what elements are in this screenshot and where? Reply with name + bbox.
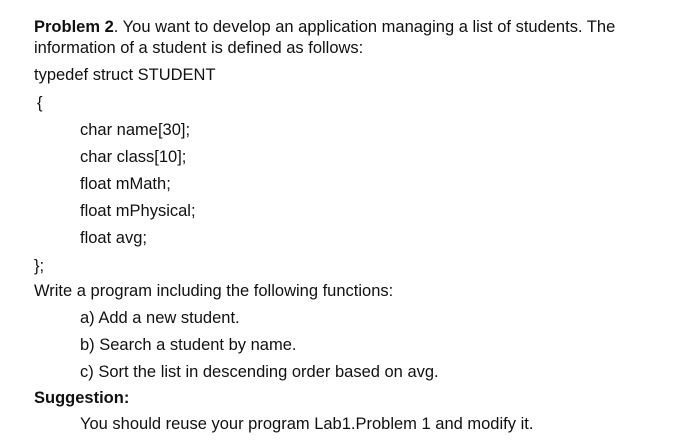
problem-heading-line1 [34,17,615,37]
instruction-item: a) Add a new student. [80,309,240,327]
instructions-intro: Write a program including the following functions: [34,282,394,300]
suggestion-text: You should reuse your program Lab1.Problem 1 and modify it. [80,415,534,433]
instruction-item: c) Sort the list in descending order based on avg. [80,363,439,381]
problem-description-part1: . You want to develop an application managing a list of students. The [113,18,616,36]
struct-open-brace: { [37,94,43,112]
struct-field: float mPhysical; [80,202,196,220]
suggestion-label: Suggestion: [34,389,130,407]
struct-close-brace: }; [34,257,45,275]
typedef-line: typedef struct STUDENT [34,66,216,84]
instruction-item: b) Search a student by name. [80,336,297,354]
struct-field: float mMath; [80,175,171,193]
problem-description-part2: information of a student is defined as follows: [34,39,364,57]
struct-field: char name[30]; [80,121,191,139]
problem-number: Problem 2 [34,18,114,36]
struct-field: float avg; [80,229,147,247]
struct-field: char class[10]; [80,148,187,166]
